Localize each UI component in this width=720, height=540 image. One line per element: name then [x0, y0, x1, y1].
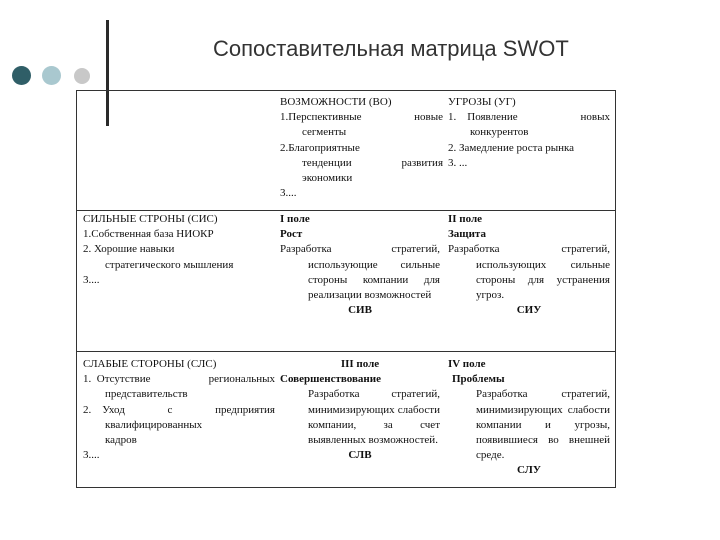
threats-item-2: 2. Замедление роста рынка	[448, 141, 575, 154]
decor-dot-light	[42, 66, 61, 85]
strengths-heading: СИЛЬНЫЕ СТРОНЫ (СИС)	[83, 213, 218, 225]
field-2-text: Разработка стратегий, использующих сильные стороны для устранения угроз.	[448, 243, 610, 302]
strengths-item-3: 3....	[83, 273, 100, 286]
field-2	[448, 212, 610, 318]
field-3-number: III поле	[340, 358, 380, 370]
field-3-text: Разработка стратегий, минимизирующих слабости компании, за счет выявленных возможностей.	[308, 388, 440, 447]
row-divider-2	[77, 351, 615, 352]
field-1-text: Разработка стратегий, использующие сильные стороны компании для реализации возможностей	[280, 243, 440, 302]
field-3-code: СЛВ	[348, 449, 372, 462]
field-4-name: Проблемы	[452, 373, 505, 386]
threats-item-1: 1. Появление новых	[448, 111, 610, 124]
strengths-cell: СИЛЬНЫЕ СТРОНЫ (СИС) 1.Собственная база НИОКР 2. Хорошие навыки стратегического мышления 3....	[83, 212, 271, 288]
opportunities-header: ВОЗМОЖНОСТИ (ВО) 1.Перспективные новые сегменты 2.Благоприятные тенденции развития экономики 3....	[280, 95, 443, 201]
field-4-code: СЛУ	[517, 464, 541, 477]
weaknesses-item-2: 2. Уход с предприятия	[83, 403, 275, 416]
opportunities-item-1: 1.Перспективные новые	[280, 111, 443, 124]
field-1-number: I поле	[280, 213, 310, 225]
field-1	[280, 212, 440, 318]
weaknesses-heading: СЛАБЫЕ СТОРОНЫ (СЛС)	[83, 358, 217, 370]
threats-header: УГРОЗЫ (УГ) 1. Появление новых конкурентов 2. Замедление роста рынка 3. ...	[448, 95, 610, 171]
field-1-code: СИВ	[348, 304, 372, 317]
opportunities-item-3: 3....	[280, 187, 297, 200]
field-4-number: IV поле	[448, 358, 486, 370]
threats-heading: УГРОЗЫ (УГ)	[448, 96, 516, 108]
field-3	[280, 357, 440, 463]
weaknesses-cell: СЛАБЫЕ СТОРОНЫ (СЛС) 1. Отсутствие региональных представительств 2. Уход с предприятия квалифицированных кадров 3....	[83, 357, 275, 463]
threats-item-3: 3. ...	[448, 156, 468, 169]
weaknesses-item-1: 1. Отсутствие региональных	[83, 373, 275, 386]
strengths-item-1: 1.Собственная база НИОКР	[83, 228, 214, 241]
weaknesses-item-3: 3....	[83, 449, 100, 462]
decor-dot-dark	[12, 66, 31, 85]
field-2-code: СИУ	[516, 304, 542, 317]
swot-matrix	[76, 90, 616, 488]
field-1-name: Рост	[280, 228, 303, 241]
decor-dot-gray	[74, 68, 90, 84]
field-3-name: Совершенствование	[280, 373, 381, 386]
field-4	[448, 357, 610, 479]
slide-title: Сопоставительная матрица SWOT	[213, 36, 569, 61]
opportunities-heading: ВОЗМОЖНОСТИ (ВО)	[280, 96, 392, 108]
field-4-text: Разработка стратегий, минимизирующих слабости компании и угрозы, появившиеся во внешней среде.	[476, 388, 610, 462]
field-2-name: Защита	[448, 228, 486, 241]
field-2-number: II поле	[448, 213, 483, 225]
row-divider-1	[77, 210, 615, 211]
